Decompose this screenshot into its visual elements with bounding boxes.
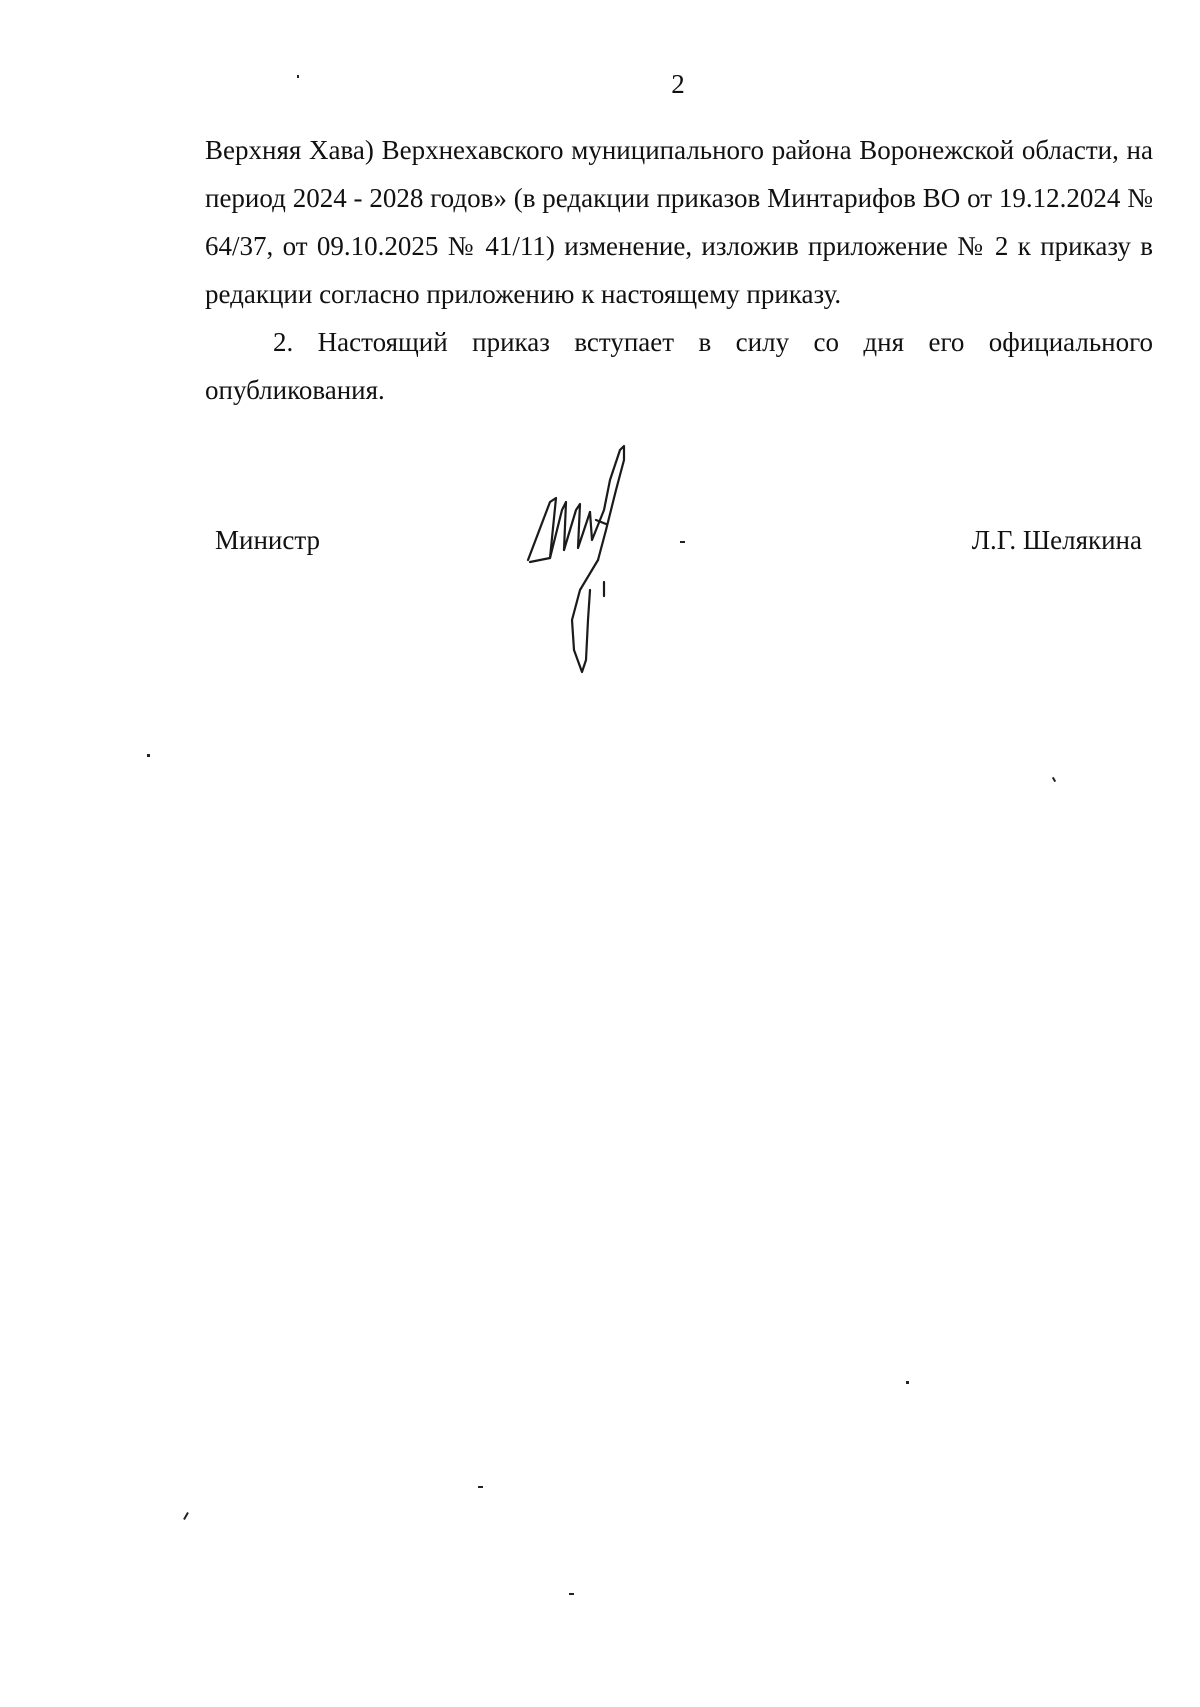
scan-speck <box>478 1486 483 1488</box>
paragraph-2: 2. Настоящий приказ вступает в силу со дня его официального опубликования. <box>205 327 1153 405</box>
scan-speck <box>569 1593 574 1595</box>
scan-speck <box>297 75 299 78</box>
page-number: 2 <box>671 69 685 99</box>
paragraph-continued: Верхняя Хава) Верхнехавского муниципального района Воронежской области, на период 2024 - 2028 годов» (в редакции приказов Минтарифов ВО от 19.12.2024 № 64/37, от 09.10.2025 № 41/11) изменение, изложив приложение № 2 к приказу в редакции согласно приложению к настоящему приказу. <box>205 135 1153 309</box>
handwritten-signature <box>520 440 660 680</box>
document-body <box>205 126 1153 414</box>
scan-speck <box>1052 777 1056 782</box>
scan-speck <box>147 754 150 757</box>
signer-position: Министр <box>215 525 320 555</box>
scan-speck <box>183 1512 189 1520</box>
scan-speck <box>680 541 685 543</box>
scan-speck <box>906 1381 909 1384</box>
signer-name: Л.Г. Шелякина <box>971 525 1142 555</box>
